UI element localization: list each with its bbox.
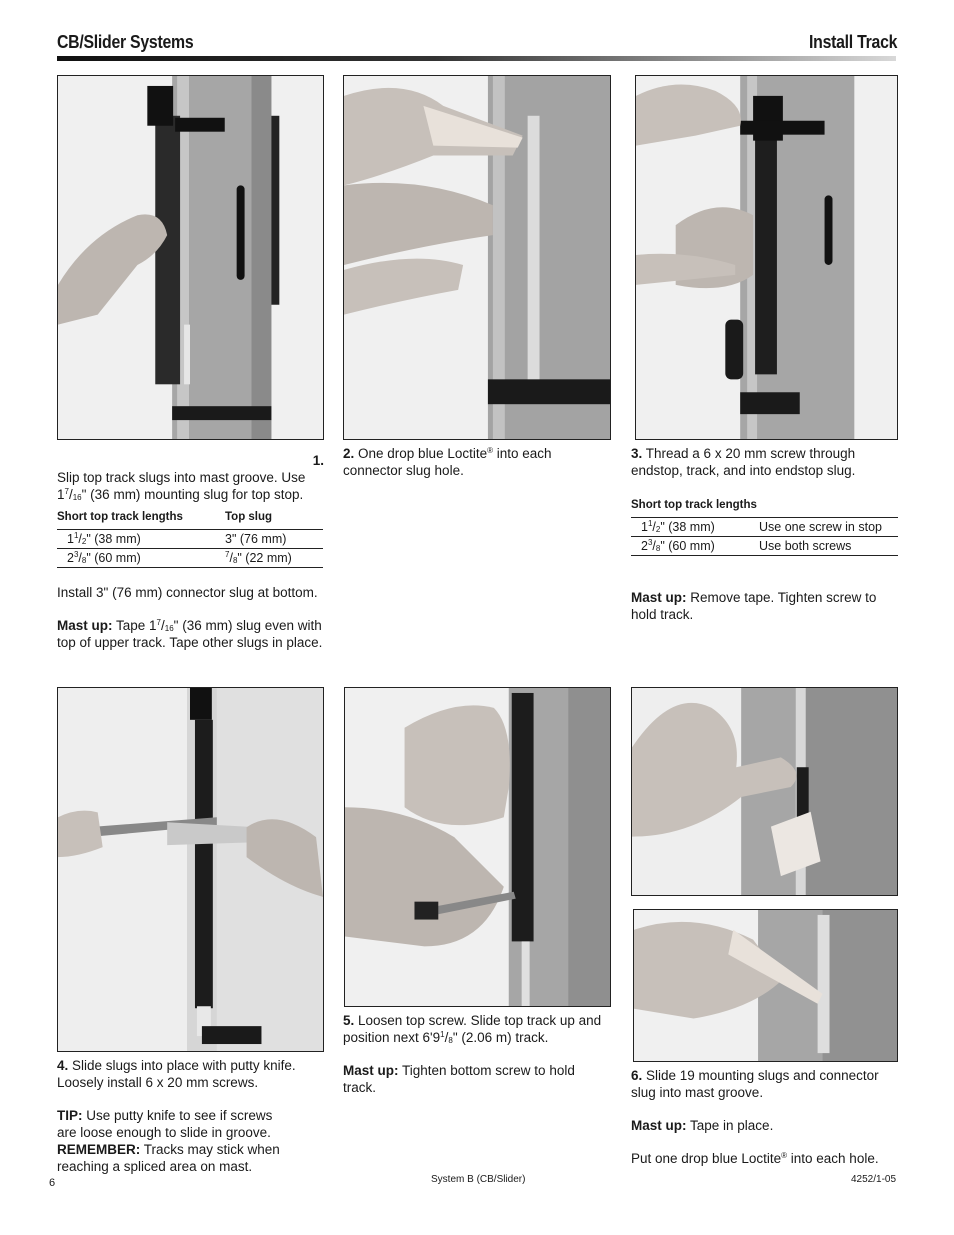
step-4-remember: REMEMBER: Tracks may stick when reaching a spliced area on mast.: [57, 1142, 280, 1174]
photo-step-4: [57, 687, 324, 1052]
step-5-instruction: 5. Loosen top screw. Slide top track up and position next $6'9^1/_8$" (2.06 m) track.: [343, 1013, 602, 1045]
step-2-block: [343, 445, 611, 479]
table-cell: $1^1/_2$" (38 mm): [631, 518, 749, 537]
table-row: [631, 518, 898, 537]
photo-step-2: [343, 75, 611, 440]
table-cell: Use both screws: [749, 537, 898, 556]
step-3-instruction: 3. Thread a 6 x 20 mm screw through endstop, track, and into endstop slug.: [631, 446, 856, 478]
step-number: 6.: [631, 1068, 643, 1083]
step-3-block: [631, 445, 898, 623]
table-cell: Use one screw in stop: [749, 518, 898, 537]
page-title: Install Track: [808, 32, 897, 52]
step-5-block: [343, 1012, 611, 1096]
table-row: [631, 537, 898, 556]
step-1-instruction: Slip top track slugs into mast groove. Use $1^7/_{16}$" (36 mm) mounting slug for top stop.: [57, 470, 306, 502]
table-cell: $^7/_8$" (22 mm): [225, 549, 323, 568]
step-6-instruction: 6. Slide 19 mounting slugs and connector slug into mast groove.: [631, 1068, 879, 1100]
step-number: 2.: [343, 446, 355, 461]
photo-step-6-top: [631, 687, 898, 896]
table-cell: $2^3/_8$" (60 mm): [631, 537, 749, 556]
step-6-mast-up: Mast up: Tape in place.: [631, 1118, 774, 1133]
table-cell: $1^1/_2$" (38 mm): [57, 530, 225, 549]
step-1-block: [57, 452, 324, 667]
section-title: CB/Slider Systems: [57, 32, 194, 52]
photo-step-6-bottom: [633, 909, 898, 1062]
step-6-block: [631, 1067, 898, 1167]
step-4-block: [57, 1057, 324, 1175]
header-rule: [57, 56, 896, 61]
table-header: Short top track lengths: [631, 495, 898, 518]
table-header: Short top track lengths: [57, 507, 225, 530]
step-4-instruction: 4. Slide slugs into place with putty knife. Loosely install 6 x 20 mm screws.: [57, 1058, 296, 1090]
photo-step-3: [635, 75, 898, 440]
step-number: 3.: [631, 446, 643, 461]
step-3-mast-up: Mast up: Remove tape. Tighten screw to hold track.: [631, 590, 877, 622]
table-cell: 3" (76 mm): [225, 530, 323, 549]
step-number: 1.: [312, 453, 324, 468]
step-5-mast-up: Mast up: Tighten bottom screw to hold track.: [343, 1063, 575, 1095]
step-number: 4.: [57, 1058, 69, 1073]
step-3-table: [631, 495, 898, 556]
page-number: 6: [49, 1177, 56, 1189]
table-row: [57, 530, 323, 549]
footer-doc-code: 4252/1-05: [851, 1174, 897, 1185]
step-6-loctite-note: Put one drop blue Loctite® into each hole.: [631, 1151, 879, 1166]
footer-center: System B (CB/Slider): [431, 1174, 526, 1185]
table-cell: $2^3/_8$" (60 mm): [57, 549, 225, 568]
step-1-install-note: Install 3" (76 mm) connector slug at bottom.: [57, 585, 318, 600]
table-row: [57, 549, 323, 568]
step-1-table: [57, 507, 323, 568]
step-4-tip: TIP: Use putty knife to see if screws are loose enough to slide in groove.: [57, 1108, 273, 1140]
table-header: Top slug: [225, 507, 323, 530]
step-number: 5.: [343, 1013, 355, 1028]
step-2-instruction: 2. One drop blue Loctite® into each connector slug hole.: [343, 446, 552, 478]
step-1-mast-up: Mast up: Tape $1^7/_{16}$" (36 mm) slug even with top of upper track. Tape other slugs in place.: [57, 618, 323, 650]
photo-step-1: [57, 75, 324, 440]
photo-step-5: [344, 687, 611, 1007]
